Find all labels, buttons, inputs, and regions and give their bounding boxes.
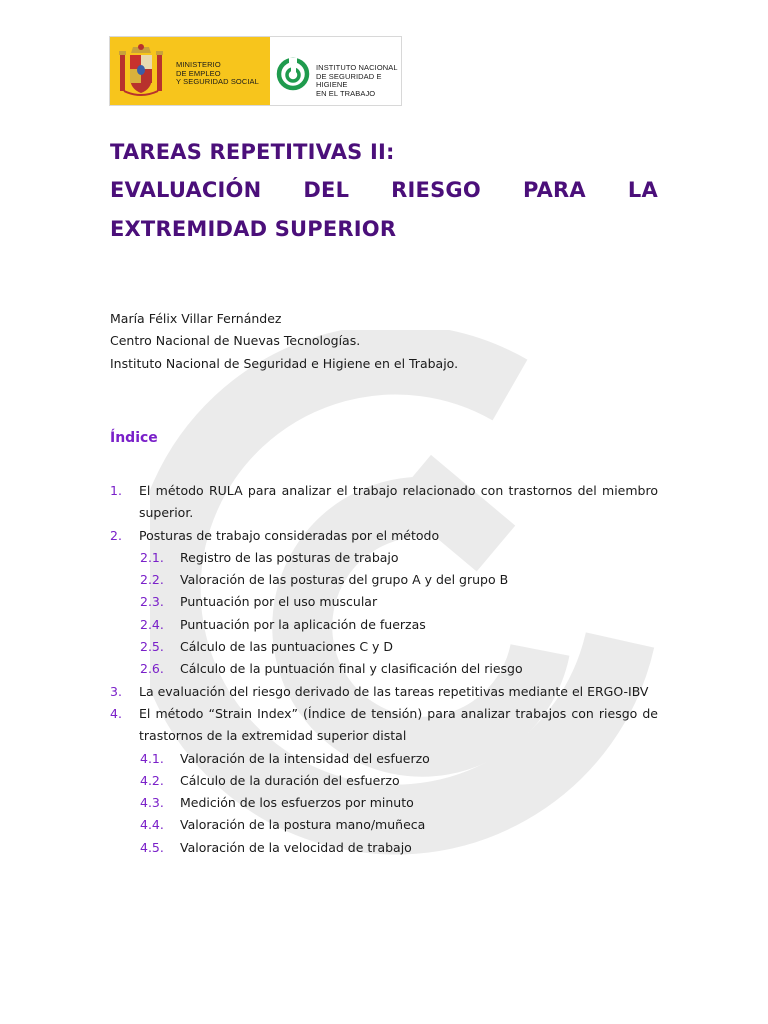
author-institute: Instituto Nacional de Seguridad e Higiene en el Trabajo. — [110, 356, 459, 371]
title-word: PARA — [522, 178, 586, 202]
toc-item[interactable] — [110, 681, 658, 703]
table-of-contents — [110, 480, 658, 859]
insht-logo-icon — [276, 57, 310, 91]
toc-item-number: 2.6. — [140, 661, 164, 677]
toc-item-text: Valoración de la postura mano/muñeca — [180, 817, 426, 833]
toc-item[interactable] — [110, 525, 658, 547]
toc-item[interactable] — [110, 703, 658, 748]
toc-item[interactable] — [110, 480, 658, 525]
toc-subitem[interactable] — [110, 636, 658, 658]
toc-item-number: 4.1. — [140, 750, 164, 766]
toc-item-number: 2.5. — [140, 639, 164, 655]
toc-item-text: Valoración de la velocidad de trabajo — [180, 839, 412, 855]
toc-item-text: Valoración de las posturas del grupo A y del grupo B — [180, 572, 509, 588]
toc-item-text: Medición de los esfuerzos por minuto — [180, 795, 414, 811]
toc-item-number: 4.2. — [140, 772, 164, 788]
toc-item-number: 4. — [110, 705, 122, 721]
coat-of-arms-icon — [118, 43, 164, 99]
toc-item-text: Cálculo de las puntuaciones C y D — [180, 639, 394, 655]
toc-item-number: 4.3. — [140, 795, 164, 811]
institute-name-text: INSTITUTO NACIONAL DE SEGURIDAD E HIGIENE EN EL TRABAJO — [316, 63, 398, 98]
author-name: María Félix Villar Fernández — [110, 311, 282, 326]
toc-subitem[interactable] — [110, 614, 658, 636]
toc-item-text: Registro de las posturas de trabajo — [180, 549, 399, 565]
toc-item-number: 2.2. — [140, 572, 164, 588]
toc-subitem[interactable] — [110, 770, 658, 792]
toc-item-number: 3. — [110, 683, 122, 699]
ministry-logo-block — [110, 37, 270, 105]
toc-item-number: 1. — [110, 483, 122, 498]
title-word: LA — [627, 178, 658, 202]
toc-item-text: El método “Strain Index” (Índice de tensión) para analizar trabajos con riesgo de trastornos de la extremidad superior distal — [139, 705, 658, 744]
author-center: Centro Nacional de Nuevas Tecnologías. — [110, 333, 361, 348]
title-line-2 — [110, 178, 658, 202]
toc-item-text: El método RULA para analizar el trabajo relacionado con trastornos del miembro superior. — [139, 483, 658, 521]
toc-item-text: La evaluación del riesgo derivado de las tareas repetitivas mediante el ERGO-IBV — [139, 683, 649, 699]
index-heading: Índice — [110, 430, 158, 446]
title-word: EVALUACIÓN — [110, 178, 262, 202]
header-logo-banner — [109, 36, 402, 106]
toc-item-text: Puntuación por el uso muscular — [180, 594, 378, 610]
toc-item-text: Puntuación por la aplicación de fuerzas — [180, 616, 426, 632]
toc-item-text: Posturas de trabajo consideradas por el método — [139, 527, 440, 543]
toc-item-number: 2. — [110, 527, 122, 543]
toc-subitem[interactable] — [110, 814, 658, 836]
title-word: RIESGO — [391, 178, 481, 202]
ministry-name-text: MINISTERIO DE EMPLEO Y SEGURIDAD SOCIAL — [176, 60, 259, 86]
toc-item-number: 2.3. — [140, 594, 164, 610]
title-word: DEL — [303, 178, 350, 202]
toc-subitem[interactable] — [110, 748, 658, 770]
toc-subitem[interactable] — [110, 569, 658, 591]
toc-item-text: Valoración de la intensidad del esfuerzo — [180, 750, 430, 766]
title-line-1: TAREAS REPETITIVAS II: — [110, 140, 395, 164]
toc-subitem[interactable] — [110, 837, 658, 859]
toc-subitem[interactable] — [110, 547, 658, 569]
toc-item-number: 2.4. — [140, 616, 164, 632]
toc-subitem[interactable] — [110, 591, 658, 613]
toc-item-number: 4.5. — [140, 839, 164, 855]
toc-subitem[interactable] — [110, 792, 658, 814]
toc-item-number: 2.1. — [140, 549, 164, 565]
toc-subitem[interactable] — [110, 658, 658, 680]
toc-item-number: 4.4. — [140, 817, 164, 833]
title-line-3: EXTREMIDAD SUPERIOR — [110, 217, 397, 241]
toc-item-text: Cálculo de la duración del esfuerzo — [180, 772, 400, 788]
toc-item-text: Cálculo de la puntuación final y clasificación del riesgo — [180, 661, 523, 677]
